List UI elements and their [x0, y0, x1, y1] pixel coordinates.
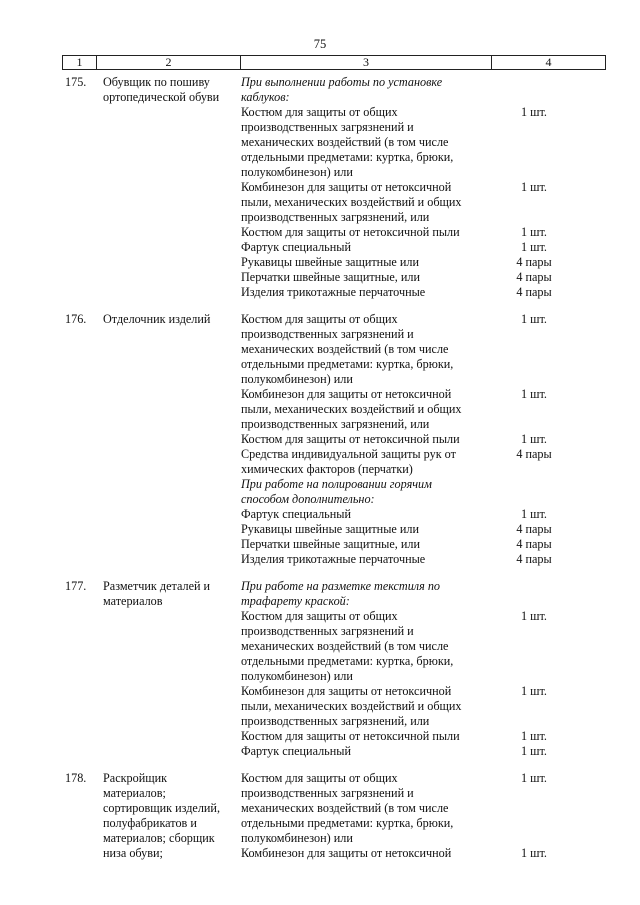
equipment-quantity: 1 шт. [521, 771, 547, 785]
row-number: 177. [65, 579, 87, 593]
equipment-text: полукомбинезон) или [241, 372, 353, 386]
equipment-quantity [479, 417, 589, 432]
equipment-list [241, 771, 601, 861]
equipment-line [241, 135, 601, 150]
equipment-text: полукомбинезон) или [241, 165, 353, 179]
equipment-text: производственных загрязнений и [241, 786, 414, 800]
equipment-quantity [479, 135, 589, 150]
equipment-text: Комбинезон для защиты от нетоксичной [241, 846, 452, 860]
condition-note: способом дополнительно: [241, 492, 375, 506]
equipment-line [241, 180, 601, 195]
equipment-quantity [479, 210, 589, 225]
equipment-text: производственных загрязнений и [241, 120, 414, 134]
equipment-quantity [479, 462, 589, 477]
equipment-quantity [479, 492, 589, 507]
profession-name [103, 771, 233, 861]
equipment-text: Комбинезон для защиты от нетоксичной [241, 180, 452, 194]
equipment-list [241, 579, 601, 759]
equipment-line [241, 846, 601, 861]
equipment-line [241, 639, 601, 654]
equipment-quantity [479, 579, 589, 594]
equipment-quantity: 4 пары [516, 537, 552, 551]
equipment-line [241, 225, 601, 240]
profession-line: низа обуви; [103, 846, 163, 860]
equipment-line [241, 816, 601, 831]
equipment-text: Рукавицы швейные защитные или [241, 255, 419, 269]
equipment-line [241, 417, 601, 432]
equipment-text: производственных загрязнений и [241, 327, 414, 341]
equipment-line [241, 522, 601, 537]
equipment-line [241, 387, 601, 402]
equipment-quantity: 1 шт. [521, 507, 547, 521]
equipment-quantity [479, 477, 589, 492]
equipment-quantity: 4 пары [516, 285, 552, 299]
profession-line: материалов; [103, 786, 166, 800]
equipment-line [241, 327, 601, 342]
equipment-text: Изделия трикотажные перчаточные [241, 552, 426, 566]
equipment-quantity [479, 816, 589, 831]
equipment-line [241, 477, 601, 492]
page-number: 75 [313, 37, 327, 51]
equipment-quantity [479, 801, 589, 816]
equipment-line [241, 432, 601, 447]
equipment-line [241, 714, 601, 729]
equipment-text: Костюм для защиты от общих [241, 771, 398, 785]
equipment-line [241, 312, 601, 327]
equipment-quantity: 1 шт. [521, 684, 547, 698]
equipment-quantity [479, 357, 589, 372]
equipment-text: Фартук специальный [241, 240, 351, 254]
equipment-quantity [479, 786, 589, 801]
equipment-text: пыли, механических воздействий и общих [241, 699, 462, 713]
equipment-quantity [479, 165, 589, 180]
equipment-text: химических факторов (перчатки) [241, 462, 413, 476]
profession-line: Обувщик по пошиву [103, 75, 210, 89]
equipment-list [241, 312, 601, 567]
equipment-quantity [479, 699, 589, 714]
equipment-line [241, 105, 601, 120]
equipment-quantity [479, 402, 589, 417]
equipment-quantity: 1 шт. [521, 744, 547, 758]
equipment-line [241, 801, 601, 816]
profession-line: Раскройщик [103, 771, 168, 785]
equipment-quantity: 1 шт. [521, 609, 547, 623]
row-number: 175. [65, 75, 87, 89]
equipment-line [241, 786, 601, 801]
equipment-text: Рукавицы швейные защитные или [241, 522, 419, 536]
equipment-line [241, 744, 601, 759]
equipment-text: отдельными предметами: куртка, брюки, [241, 150, 454, 164]
profession-line: сортировщик изделий, [103, 801, 221, 815]
equipment-line [241, 150, 601, 165]
profession-name [103, 312, 233, 327]
row-number: 176. [65, 312, 87, 326]
header-col-1: 1 [63, 56, 97, 69]
equipment-text: Фартук специальный [241, 744, 351, 758]
equipment-quantity [479, 75, 589, 90]
equipment-quantity: 1 шт. [521, 846, 547, 860]
equipment-line [241, 195, 601, 210]
table-row [0, 75, 640, 300]
profession-line: полуфабрикатов и [103, 816, 197, 830]
equipment-text: Костюм для защиты от общих [241, 312, 398, 326]
norms-table-body [0, 75, 640, 873]
equipment-quantity [479, 342, 589, 357]
equipment-line [241, 729, 601, 744]
profession-line: Разметчик деталей и [103, 579, 211, 593]
equipment-quantity [479, 90, 589, 105]
equipment-line [241, 402, 601, 417]
equipment-quantity: 1 шт. [521, 105, 547, 119]
equipment-quantity: 1 шт. [521, 387, 547, 401]
equipment-text: производственных загрязнений, или [241, 714, 430, 728]
equipment-quantity [479, 150, 589, 165]
table-row [0, 579, 640, 759]
equipment-text: Перчатки швейные защитные, или [241, 537, 421, 551]
equipment-quantity: 1 шт. [521, 432, 547, 446]
equipment-text: Костюм для защиты от нетоксичной пыли [241, 432, 460, 446]
equipment-line [241, 699, 601, 714]
equipment-line [241, 75, 601, 90]
header-col-3: 3 [241, 56, 492, 69]
condition-note: При работе на разметке текстиля по [241, 579, 441, 593]
equipment-line [241, 507, 601, 522]
equipment-text: отдельными предметами: куртка, брюки, [241, 816, 454, 830]
equipment-line [241, 654, 601, 669]
equipment-text: Костюм для защиты от общих [241, 105, 398, 119]
equipment-text: пыли, механических воздействий и общих [241, 195, 462, 209]
equipment-text: Комбинезон для защиты от нетоксичной [241, 387, 452, 401]
equipment-text: механических воздействий (в том числе [241, 801, 449, 815]
table-row [0, 312, 640, 567]
equipment-line [241, 579, 601, 594]
equipment-quantity [479, 195, 589, 210]
equipment-line [241, 165, 601, 180]
equipment-text: отдельными предметами: куртка, брюки, [241, 357, 454, 371]
equipment-quantity [479, 624, 589, 639]
equipment-line [241, 357, 601, 372]
equipment-quantity [479, 372, 589, 387]
equipment-text: производственных загрязнений, или [241, 417, 430, 431]
profession-line: материалов; сборщик [103, 831, 215, 845]
equipment-text: механических воздействий (в том числе [241, 135, 449, 149]
equipment-quantity [479, 594, 589, 609]
equipment-line [241, 594, 601, 609]
equipment-text: отдельными предметами: куртка, брюки, [241, 654, 454, 668]
equipment-text: производственных загрязнений, или [241, 210, 430, 224]
equipment-line [241, 684, 601, 699]
equipment-text: пыли, механических воздействий и общих [241, 402, 462, 416]
equipment-list [241, 75, 601, 300]
equipment-line [241, 771, 601, 786]
equipment-line [241, 552, 601, 567]
equipment-line [241, 90, 601, 105]
equipment-quantity: 4 пары [516, 270, 552, 284]
equipment-quantity [479, 327, 589, 342]
equipment-text: Средства индивидуальной защиты рук от [241, 447, 456, 461]
condition-note: При выполнении работы по установке [241, 75, 443, 89]
equipment-line [241, 372, 601, 387]
equipment-line [241, 624, 601, 639]
equipment-line [241, 240, 601, 255]
equipment-line [241, 285, 601, 300]
condition-note: При работе на полировании горячим [241, 477, 432, 491]
equipment-line [241, 120, 601, 135]
equipment-quantity [479, 831, 589, 846]
equipment-text: Изделия трикотажные перчаточные [241, 285, 426, 299]
profession-line: материалов [103, 594, 163, 608]
equipment-line [241, 492, 601, 507]
equipment-quantity: 1 шт. [521, 729, 547, 743]
equipment-text: механических воздействий (в том числе [241, 639, 449, 653]
equipment-line [241, 255, 601, 270]
equipment-quantity: 4 пары [516, 447, 552, 461]
equipment-text: Костюм для защиты от нетоксичной пыли [241, 225, 460, 239]
equipment-line [241, 462, 601, 477]
equipment-text: полукомбинезон) или [241, 831, 353, 845]
row-number: 178. [65, 771, 87, 785]
header-col-2: 2 [97, 56, 241, 69]
equipment-line [241, 210, 601, 225]
equipment-quantity: 1 шт. [521, 180, 547, 194]
equipment-quantity: 1 шт. [521, 225, 547, 239]
equipment-text: Костюм для защиты от общих [241, 609, 398, 623]
equipment-line [241, 669, 601, 684]
equipment-quantity [479, 669, 589, 684]
equipment-line [241, 342, 601, 357]
table-row [0, 771, 640, 861]
equipment-quantity: 1 шт. [521, 312, 547, 326]
equipment-quantity [479, 639, 589, 654]
equipment-line [241, 270, 601, 285]
equipment-line [241, 537, 601, 552]
equipment-text: Костюм для защиты от нетоксичной пыли [241, 729, 460, 743]
table-header-row [62, 55, 606, 70]
header-col-4: 4 [545, 55, 552, 69]
profession-line: ортопедической обуви [103, 90, 220, 104]
equipment-line [241, 831, 601, 846]
equipment-text: Перчатки швейные защитные, или [241, 270, 421, 284]
equipment-quantity [479, 714, 589, 729]
equipment-text: Фартук специальный [241, 507, 351, 521]
equipment-quantity [479, 654, 589, 669]
equipment-text: полукомбинезон) или [241, 669, 353, 683]
equipment-text: механических воздействий (в том числе [241, 342, 449, 356]
profession-name [103, 75, 233, 105]
equipment-text: Комбинезон для защиты от нетоксичной [241, 684, 452, 698]
equipment-line [241, 609, 601, 624]
profession-line: Отделочник изделий [103, 312, 211, 326]
condition-note: трафарету краской: [241, 594, 350, 608]
equipment-quantity: 4 пары [516, 255, 552, 269]
equipment-quantity: 4 пары [516, 552, 552, 566]
profession-name [103, 579, 233, 609]
equipment-line [241, 447, 601, 462]
equipment-quantity: 1 шт. [521, 240, 547, 254]
condition-note: каблуков: [241, 90, 290, 104]
equipment-quantity [479, 120, 589, 135]
equipment-quantity: 4 пары [516, 522, 552, 536]
equipment-text: производственных загрязнений и [241, 624, 414, 638]
